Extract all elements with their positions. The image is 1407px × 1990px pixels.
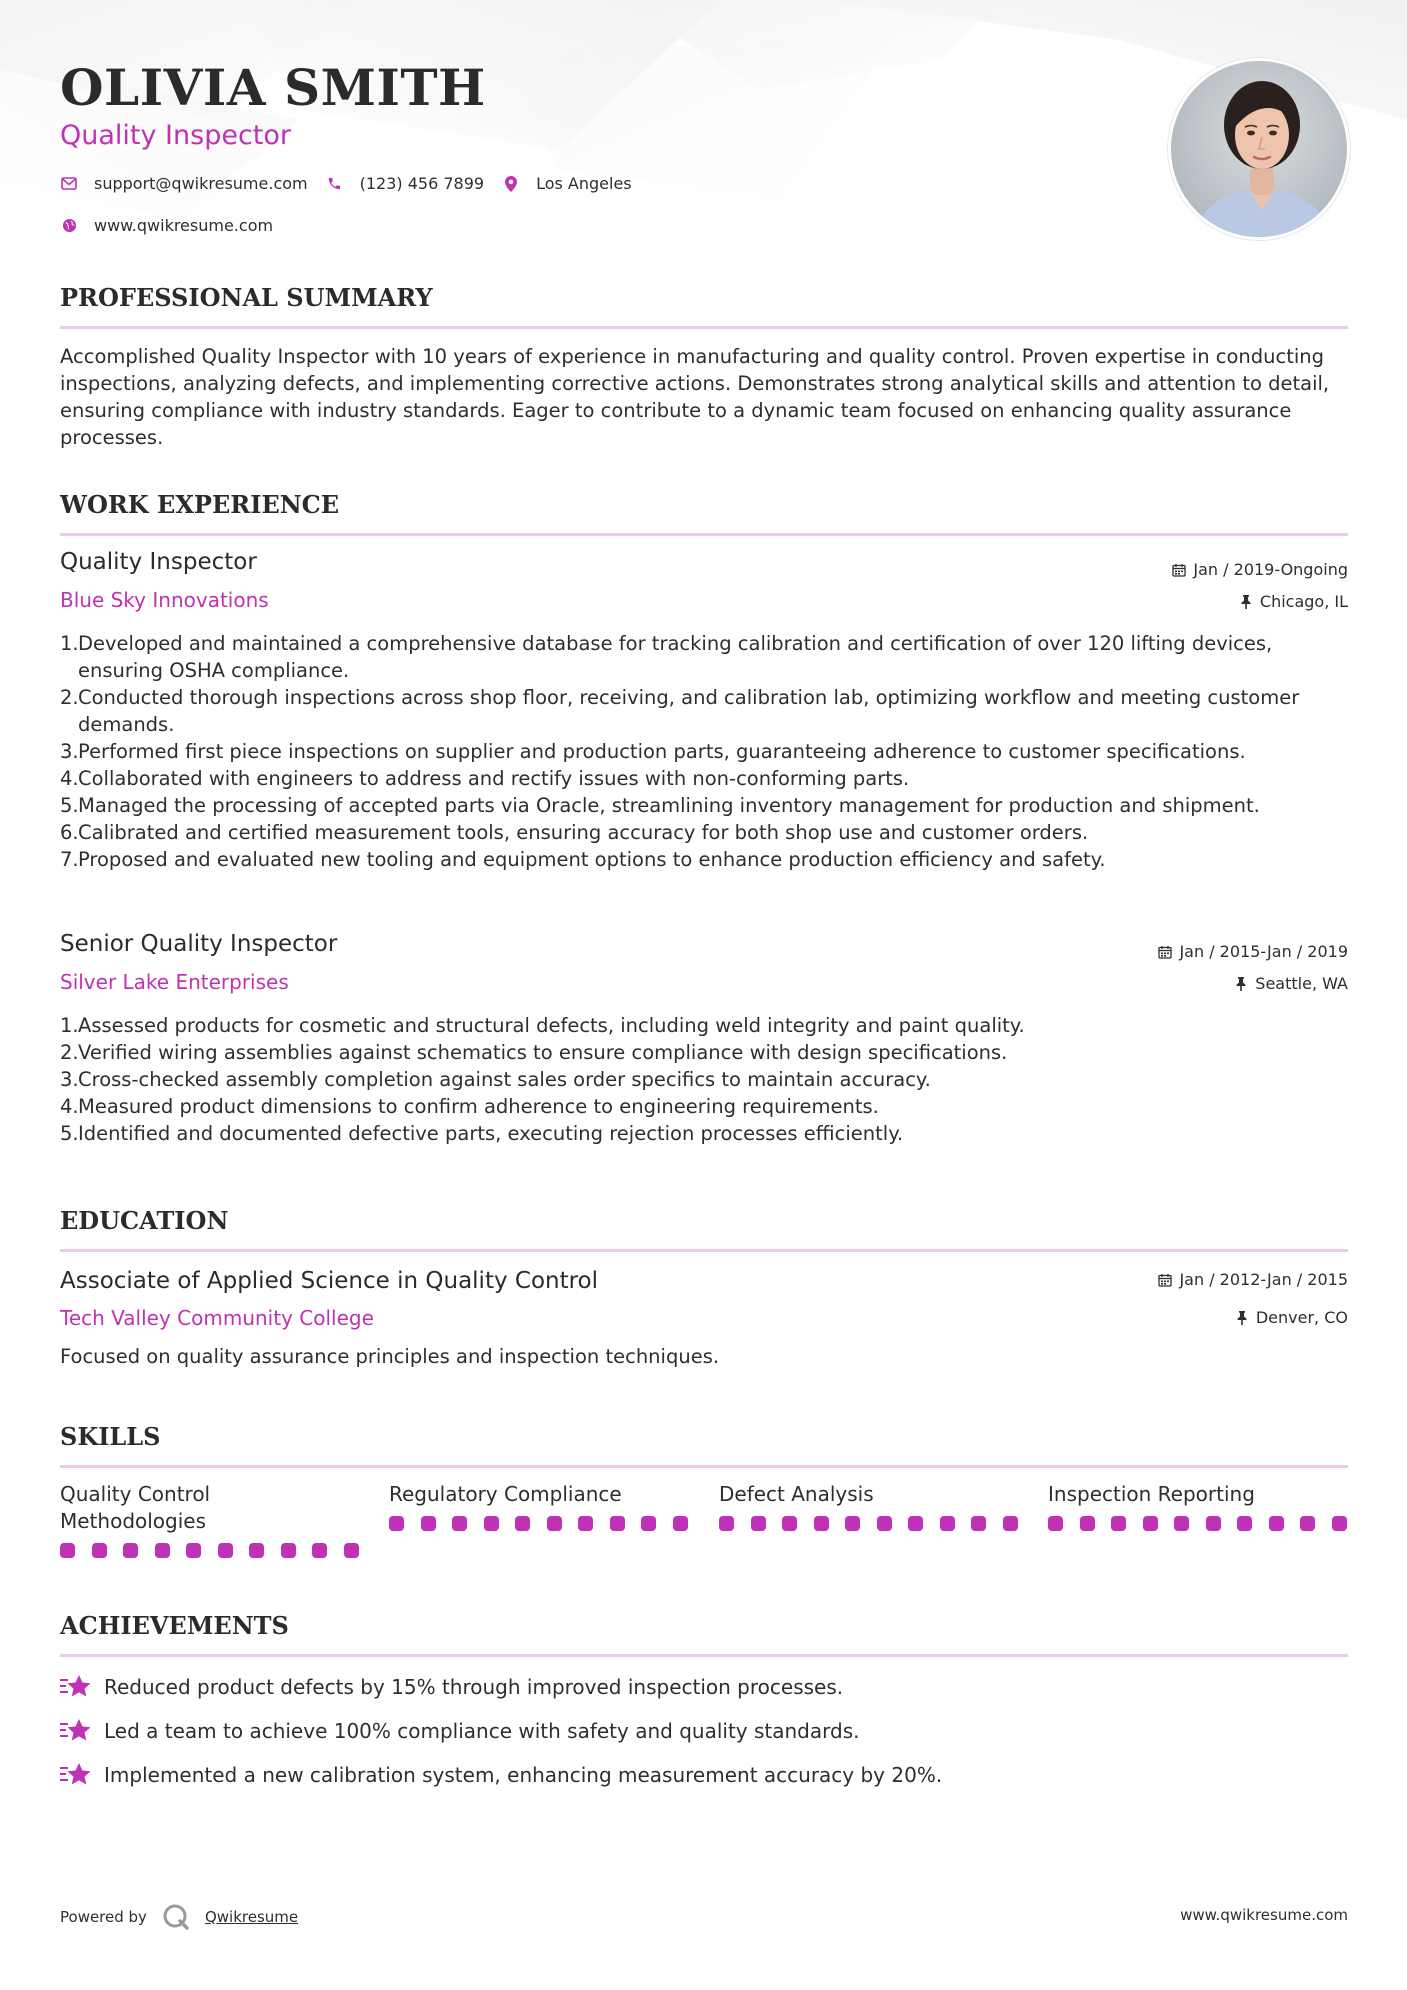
skill-level-dot [673,1516,688,1531]
skill-name: Regulatory Compliance [389,1482,622,1506]
qwikresume-link[interactable]: Qwikresume [204,1908,299,1926]
list-item: 6. Calibrated and certified measurement tools, ensuring accuracy for both shop use and customer orders. [60,821,1089,844]
education-school: Tech Valley Community College [60,1306,374,1330]
skill-level-dot [1300,1516,1315,1531]
contact-website[interactable]: www.qwikresume.com [94,216,274,235]
skill-level-dot [1332,1516,1347,1531]
list-item: 2. Conducted thorough inspections across shop floor, receiving, and calibration lab, optimizing workflow and meeting customer demands. [60,686,1300,736]
footer-powered-by [60,1902,298,1932]
skill-level-dots [389,1516,689,1531]
calendar-icon [1157,944,1173,960]
section-title-summary: PROFESSIONAL SUMMARY [60,283,1348,329]
skill-level-dot [515,1516,530,1531]
achievement-item [60,1761,942,1789]
list-item: 4. Collaborated with engineers to address and rectify issues with non-conforming parts. [60,767,910,790]
pushpin-icon [1234,1310,1250,1326]
skill-level-dot [421,1516,436,1531]
skill-level-dots [60,1543,360,1558]
skill-level-dot [1174,1516,1189,1531]
skill-level-dot [751,1516,766,1531]
achievement-text: Reduced product defects by 15% through improved inspection processes. [104,1675,844,1699]
map-pin-icon [502,175,520,193]
skill-level-dot [547,1516,562,1531]
list-item: 2. Verified wiring assemblies against schematics to ensure compliance with design specifications. [60,1041,1008,1064]
education-location-text: Denver, CO [1255,1308,1348,1327]
job-title: Senior Quality Inspector [60,931,338,957]
section-title-skills: SKILLS [60,1422,1348,1468]
skill-level-dot [877,1516,892,1531]
skill-item [60,1481,360,1558]
contact-location: Los Angeles [536,174,632,193]
job-company: Blue Sky Innovations [60,588,269,612]
skill-name: Quality Control Methodologies [60,1482,211,1533]
job-location [1233,974,1348,993]
skill-level-dot [186,1543,201,1558]
job-location-text: Chicago, IL [1259,592,1348,611]
list-item: 3. Performed first piece inspections on supplier and production parts, guaranteeing adherence to customer specifications. [60,740,1246,763]
education-date [1157,1270,1348,1289]
skill-level-dot [92,1543,107,1558]
skill-level-dot [814,1516,829,1531]
list-item: 1. Assessed products for cosmetic and structural defects, including weld integrity and paint quality. [60,1014,1025,1037]
skill-level-dot [155,1543,170,1558]
qwikresume-logo-icon [161,1902,191,1932]
job-date [1171,560,1348,579]
contact-phone[interactable]: (123) 456 7899 [359,174,485,193]
achievement-item [60,1673,843,1701]
list-item: 5. Managed the processing of accepted parts via Oracle, streamlining inventory management for production and shipment. [60,794,1260,817]
job-company: Silver Lake Enterprises [60,970,289,994]
skill-level-dot [249,1543,264,1558]
section-title-achievements: ACHIEVEMENTS [60,1611,1348,1657]
achievement-item [60,1717,859,1745]
contact-row-primary [60,174,650,193]
list-item: 1. Developed and maintained a comprehensive database for tracking calibration and certification of over 120 lifting devices, ensuring OSHA compliance. [60,632,1273,682]
list-item: 4. Measured product dimensions to confirm adherence to engineering requirements. [60,1095,879,1118]
job-date [1157,942,1348,961]
star-icon [60,1673,92,1701]
skill-level-dot [218,1543,233,1558]
skill-level-dot [1080,1516,1095,1531]
contact-email[interactable]: support@qwikresume.com [94,174,308,193]
list-item: 3. Cross-checked assembly completion against sales order specifics to maintain accuracy. [60,1068,931,1091]
footer-website[interactable]: www.qwikresume.com [1180,1906,1348,1924]
globe-icon [60,217,78,235]
skill-level-dot [1206,1516,1221,1531]
skill-level-dot [1143,1516,1158,1531]
job-bullets [60,630,1348,873]
skill-level-dot [845,1516,860,1531]
envelope-icon [60,175,78,193]
job-date-text: Jan / 2015-Jan / 2019 [1179,942,1348,961]
skill-item [389,1481,689,1531]
contact-row-secondary [60,216,291,235]
job-bullets [60,1012,1348,1147]
profile-photo [1168,58,1350,240]
job-location-text: Seattle, WA [1255,974,1348,993]
powered-by-label: Powered by [60,1908,147,1926]
pushpin-icon [1233,976,1249,992]
summary-text: Accomplished Quality Inspector with 10 years of experience in manufacturing and quality control. Proven expertise in conducting inspections, analyzing defects, and implementing corrective actions. Demonstrates strong analytical skills and attention to detail, ensuring compliance with industry standards. Eager to contribute to a dynamic team focused on enhancing quality assurance processes. [60,345,1330,449]
section-title-experience: WORK EXPERIENCE [60,490,1348,536]
skill-level-dots [1048,1516,1348,1531]
pushpin-icon [1238,594,1254,610]
job-location [1238,592,1348,611]
skill-level-dot [1269,1516,1284,1531]
list-item: 7. Proposed and evaluated new tooling and equipment options to enhance production efficiency and safety. [60,848,1106,871]
skill-level-dot [1048,1516,1063,1531]
skill-level-dot [782,1516,797,1531]
skill-level-dot [123,1543,138,1558]
candidate-name: OLIVIA SMITH [60,58,486,117]
job-date-text: Jan / 2019-Ongoing [1193,560,1348,579]
skill-level-dot [940,1516,955,1531]
skill-level-dot [578,1516,593,1531]
education-location [1234,1308,1348,1327]
calendar-icon [1157,1272,1173,1288]
education-description: Focused on quality assurance principles and inspection techniques. [60,1345,720,1368]
skill-item [719,1481,1019,1531]
skill-level-dot [1003,1516,1018,1531]
star-icon [60,1761,92,1789]
skill-level-dot [641,1516,656,1531]
skill-level-dot [281,1543,296,1558]
candidate-role: Quality Inspector [60,120,292,151]
list-item: 5. Identified and documented defective parts, executing rejection processes efficiently. [60,1122,904,1145]
skill-item [1048,1481,1348,1531]
skill-level-dot [971,1516,986,1531]
skill-level-dot [344,1543,359,1558]
skill-level-dot [452,1516,467,1531]
star-icon [60,1717,92,1745]
achievement-text: Implemented a new calibration system, enhancing measurement accuracy by 20%. [104,1763,943,1787]
skill-level-dot [60,1543,75,1558]
skill-level-dot [908,1516,923,1531]
skill-level-dots [719,1516,1019,1531]
skill-level-dot [484,1516,499,1531]
skill-level-dot [389,1516,404,1531]
education-date-text: Jan / 2012-Jan / 2015 [1179,1270,1348,1289]
skill-level-dot [312,1543,327,1558]
achievement-text: Led a team to achieve 100% compliance with safety and quality standards. [104,1719,860,1743]
skill-name: Inspection Reporting [1048,1482,1255,1506]
skill-level-dot [1237,1516,1252,1531]
skill-level-dot [719,1516,734,1531]
skill-level-dot [610,1516,625,1531]
job-title: Quality Inspector [60,549,257,575]
calendar-icon [1171,562,1187,578]
section-title-education: EDUCATION [60,1206,1348,1252]
education-degree: Associate of Applied Science in Quality Control [60,1268,599,1294]
skill-name: Defect Analysis [719,1482,874,1506]
skill-level-dot [1111,1516,1126,1531]
phone-icon [326,175,344,193]
